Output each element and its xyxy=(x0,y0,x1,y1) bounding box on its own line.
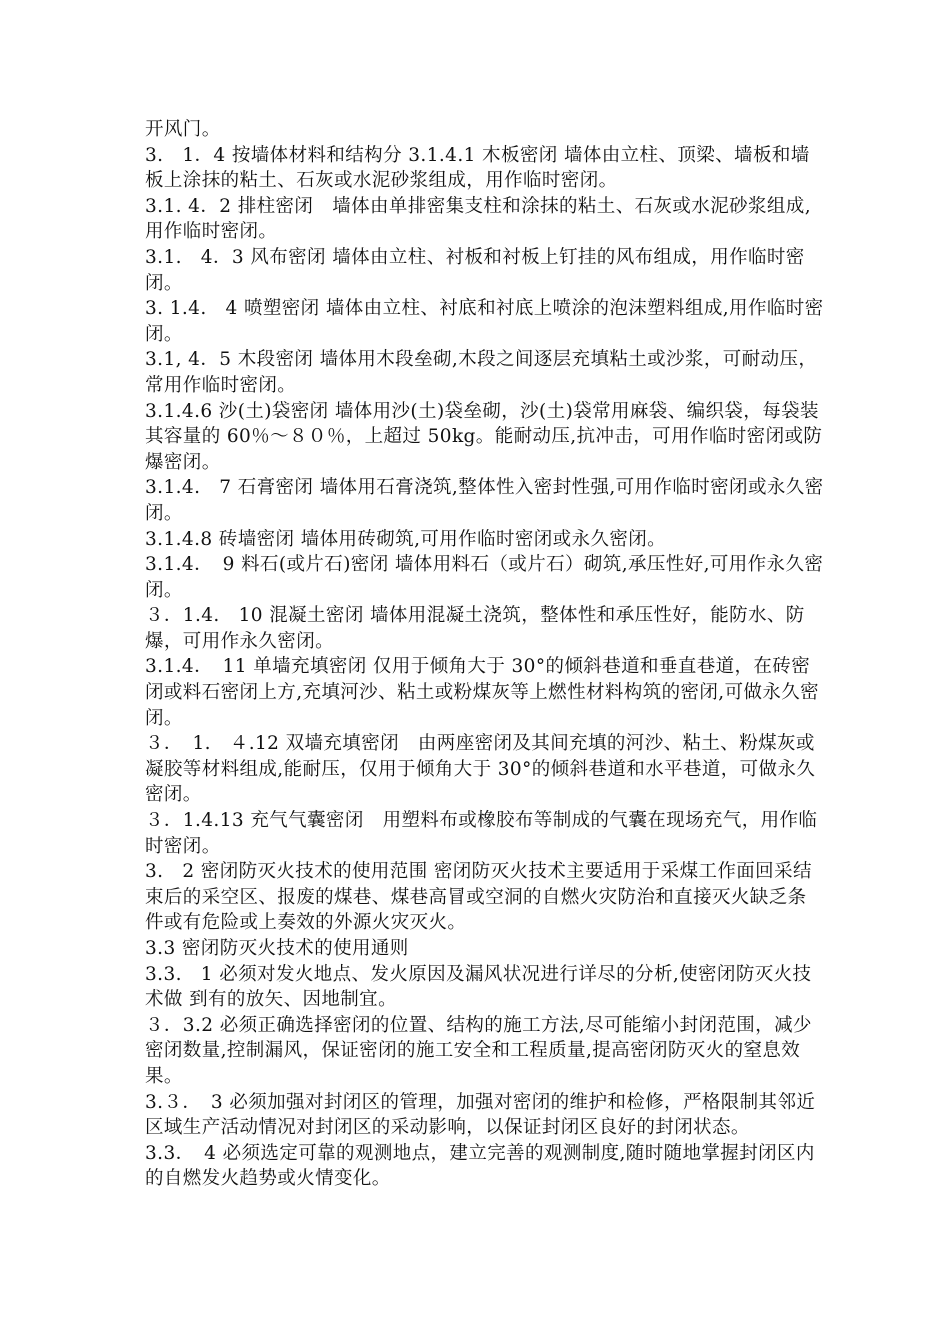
paragraph: 3.3. 1 必须对发火地点、发火原因及漏风状况进行详尽的分析,使密闭防灭火技术做 到有的放矢、因地制宜。 xyxy=(145,963,812,1011)
paragraph: 3.1.4.8 砖墙密闭 墙体用砖砌筑,可用作临时密闭或永久密闭。 xyxy=(145,528,667,550)
paragraph: ３． 1. ４.12 双墙充填密闭 由两座密闭及其间充填的河沙、粘土、粉煤灰或凝胶等材料组成,能耐压，仅用于倾角大于 30°的倾斜巷道和水平巷道，可做永久密闭。 xyxy=(145,733,816,806)
paragraph: ３．1.4.13 充气气囊密闭 用塑料布或橡胶布等制成的气囊在现场充气，用作临时密闭。 xyxy=(145,810,818,857)
paragraph: 3.1. 4．3 风布密闭 墙体由立柱、衬板和衬板上钉挂的风布组成，用作临时密闭。 xyxy=(145,246,805,294)
paragraph: 3. 2 密闭防灭火技术的使用范围 密闭防灭火技术主要适用于采煤工作面回采结束后的采空区、报废的煤巷、煤巷高冒或空洞的自燃火灾防治和直接灭火缺乏条件或有危险或上奏效的外源火灾灭火。 xyxy=(145,861,812,934)
paragraph: 3.1, 4．5 木段密闭 墙体用木段垒砌,木段之间逐层充填粘土或沙浆，可耐动压，常用作临时密闭。 xyxy=(145,349,818,396)
paragraph: 3.1.4． 9 料石(或片石)密闭 墙体用料石（或片石）砌筑,承压性好,可用作永久密闭。 xyxy=(145,554,824,601)
paragraph: 3. 1．4 按墙体材料和结构分 3.1.4.1 木板密闭 墙体由立柱、顶梁、墙板和墙板上涂抹的粘土、石灰或水泥砂浆组成，用作临时密闭。 xyxy=(145,144,810,192)
paragraph: 3.1. 4．2 排柱密闭 墙体由单排密集支柱和涂抹的粘土、石灰或水泥砂浆组成,用作临时密闭。 xyxy=(145,195,811,243)
document-body xyxy=(145,117,825,1192)
paragraph: 3.1.4. 7 石膏密闭 墙体用石膏浇筑,整体性入密封性强,可用作临时密闭或永久密闭。 xyxy=(145,477,824,524)
paragraph: 3.3． 4 必须选定可靠的观测地点，建立完善的观测制度,随时随地掌握封闭区内的自燃发火趋势或火情变化。 xyxy=(145,1142,815,1190)
paragraph: 3.３． 3 必须加强对封闭区的管理，加强对密闭的维护和检修，严格限制其邻近区域生产活动情况对封闭区的采动影响，以保证封闭区良好的封闭状态。 xyxy=(145,1091,816,1139)
paragraph: 开风门。 xyxy=(145,119,221,140)
paragraph: 3. 1.4. 4 喷塑密闭 墙体由立柱、衬底和衬底上喷涂的泡沫塑料组成,用作临时密闭。 xyxy=(145,298,824,345)
paragraph: ３．3.2 必须正确选择密闭的位置、结构的施工方法,尽可能缩小封闭范围，减少密闭数量,控制漏风，保证密闭的施工安全和工程质量,提高密闭防灭火的窒息效果。 xyxy=(145,1014,812,1087)
paragraph: ３．1.4. 10 混凝土密闭 墙体用混凝土浇筑，整体性和承压性好，能防水、防爆，可用作永久密闭。 xyxy=(145,605,805,652)
paragraph: 3.1.4.6 沙(土)袋密闭 墙体用沙(土)袋垒砌，沙(土)袋常用麻袋、编织袋，每袋装其容量的 60％～８０％，上超过 50kg。能耐动压,抗冲击，可用作临时密闭或防爆密闭。 xyxy=(145,400,823,473)
paragraph: 3.1.4． 11 单墙充填密闭 仅用于倾角大于 30°的倾斜巷道和垂直巷道，在砖密闭或料石密闭上方,充填河沙、粘土或粉煤灰等上燃性材料构筑的密闭,可做永久密闭。 xyxy=(145,656,820,729)
section-heading: 3.3 密闭防灭火技术的使用通则 xyxy=(145,938,409,959)
